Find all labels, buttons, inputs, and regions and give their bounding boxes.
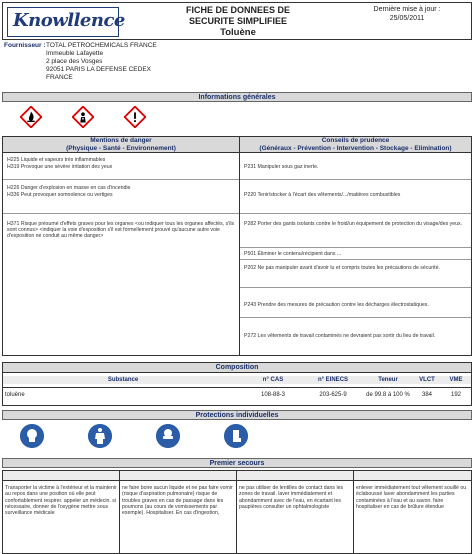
cell-einecs: 203-625-9 [319, 392, 347, 398]
composition-heading: Composition [3, 363, 471, 373]
supplier-line: TOTAL PETROCHEMICALS FRANCE [46, 42, 157, 49]
ppe-icons [2, 422, 472, 452]
brand-logo [7, 7, 125, 37]
precaution-header-title: Conseils de prudence [321, 137, 390, 144]
supplier-label: Fournisseur : [4, 42, 46, 49]
cell-content: de 99.8 à 100 % [366, 392, 410, 398]
hazard-header-title: Mentions de danger [90, 137, 152, 144]
row-divider [3, 387, 471, 388]
row-divider [240, 317, 471, 318]
supplier-line: 2 place des Vosges [46, 58, 103, 65]
first-aid-text: Transporter la victime à l'extérieur et la maintenir au repos dans une position où elle peut confortablement respirer. appeler un médecin. si nécessaire, donner de l'oxygène mettre sous surveillance médicale [5, 485, 117, 517]
safety-glasses-icon [156, 424, 180, 448]
supplier-line: FRANCE [46, 74, 73, 81]
hazard-statement: H319 Provoque une sévère irritation des yeux [7, 164, 113, 170]
sds-sheet [2, 2, 472, 552]
supplier-line: 92051 PARIS LA DEFENSE CEDEX [46, 66, 152, 73]
cell-vme: 192 [450, 392, 461, 398]
column-divider [239, 137, 240, 355]
supplier-address [46, 42, 157, 82]
gloves-icon [224, 424, 248, 448]
row-divider [3, 213, 239, 214]
col-vlct: VLCT [413, 376, 441, 384]
precaution-statement: P220 Tenir/stocker à l'écart des vêtements/.../matières combustibles [244, 192, 401, 198]
general-info-heading: Informations générales [2, 92, 472, 102]
hazard-header-subtitle: (Physique - Santé - Environnement) [66, 144, 176, 152]
first-aid-col-header [120, 471, 236, 481]
first-aid-skin [354, 471, 471, 553]
hazard-statement: H226 Danger d'explosion en masse en cas d'incendie [7, 185, 131, 191]
first-aid-text: ne pas utiliser de lentilles de contact dans les zones de travail. laver immédiatement et abondamment avec de l'eau, en écartant les paupières consulter un ophtalmologiste [239, 485, 344, 510]
exclamation-icon [124, 106, 146, 128]
first-aid-col-header [237, 471, 353, 481]
first-aid-col-header [354, 471, 471, 481]
respirator-icon [20, 424, 44, 448]
cell-substance: toluène [5, 392, 25, 398]
hazard-statements-header [3, 137, 239, 153]
hazard-precaution-table [2, 136, 472, 356]
col-cas: n° CAS [243, 376, 303, 384]
row-divider [3, 179, 239, 180]
hazard-statement: H336 Peut provoquer somnolence ou vertiges [7, 192, 113, 198]
first-aid-text: enlever immédiatement tout vêtement souillé ou éclaboussé laver abondamment les parties contaminées à l'eau et au savon. faire hospitaliser en cas de brûlure étendue [356, 485, 467, 510]
col-substance: Substance [3, 376, 243, 384]
precaution-statement: P231 Manipuler sous gaz inerte. [244, 164, 319, 170]
date-value: 25/05/2011 [389, 15, 425, 22]
col-einecs: n° EINECS [303, 376, 363, 384]
row-divider [240, 287, 471, 288]
ppe-heading: Protections individuelles [2, 410, 472, 420]
first-aid-col-header [3, 471, 119, 481]
document-title [143, 5, 333, 38]
cell-cas: 108-88-3 [260, 392, 286, 398]
supplier-line: Immeuble Lafayette [46, 50, 104, 57]
row-divider [240, 213, 471, 214]
precaution-header-subtitle: (Généraux - Prévention - Intervention - Stockage - Elimination) [259, 144, 452, 152]
col-vme: VME [441, 376, 471, 384]
first-aid-ingestion [120, 471, 237, 553]
supplier-block [2, 42, 472, 90]
precaution-statement: P272 Les vêtements de travail contaminés ne devraient pas sortir du lieu de travail. [244, 333, 436, 339]
col-content: Teneur [363, 376, 413, 384]
precaution-statement: P501 Éliminer le contenu/récipient dans ... [244, 251, 342, 257]
update-date [343, 5, 471, 23]
first-aid-inhalation [3, 471, 120, 553]
date-label: Dernière mise à jour : [373, 6, 441, 13]
first-aid-table [2, 470, 472, 554]
ghs-pictograms [2, 104, 472, 134]
hazard-statement: H371 Risque présumé d'effets graves pour les organes <ou indiquer tous les organes affectés, s'ils sont connus> <indiquer la voie d'exposition s'il est formellement prouvé qu'aucune autre voie d'exposition ne conduit au même danger> [7, 221, 235, 240]
title-line-1: FICHE DE DONNEES DE [185, 5, 290, 15]
composition-table [2, 362, 472, 406]
flame-icon [20, 106, 42, 128]
health-hazard-icon [72, 106, 94, 128]
precautionary-statements-header [240, 137, 471, 153]
row-divider [240, 179, 471, 180]
protective-clothing-icon [88, 424, 112, 448]
cell-vlct: 384 [421, 392, 432, 398]
logo-text: Knowllence [13, 10, 125, 31]
row-divider [240, 247, 471, 248]
hazard-statement: H225 Liquide et vapeurs très inflammables [7, 157, 106, 163]
first-aid-text: ne faire boire aucun liquide et ne pas faire vomir (risque d'aspiration pulmonaire) risque de troubles graves en cas de passage dans les poumons (au cours de vomissements par exemple). Hospitaliser. En cas d'ingestion, [122, 485, 233, 517]
title-line-2: SECURITE SIMPLIFIEE [188, 16, 287, 26]
header [2, 2, 472, 40]
precaution-statement: P243 Prendre des mesures de précaution contre les décharges électrostatiques. [244, 302, 429, 308]
precaution-statement: P282 Porter des gants isolants contre le froid/un équipement de protection du visage/des yeux. [244, 221, 463, 227]
row-divider [240, 259, 471, 260]
precaution-statement: P202 Ne pas manipuler avant d'avoir lu et compris toutes les précautions de sécurité. [244, 265, 440, 271]
first-aid-heading: Premier secours [2, 458, 472, 468]
first-aid-eyes [237, 471, 354, 553]
product-name: Toluène [220, 27, 256, 38]
